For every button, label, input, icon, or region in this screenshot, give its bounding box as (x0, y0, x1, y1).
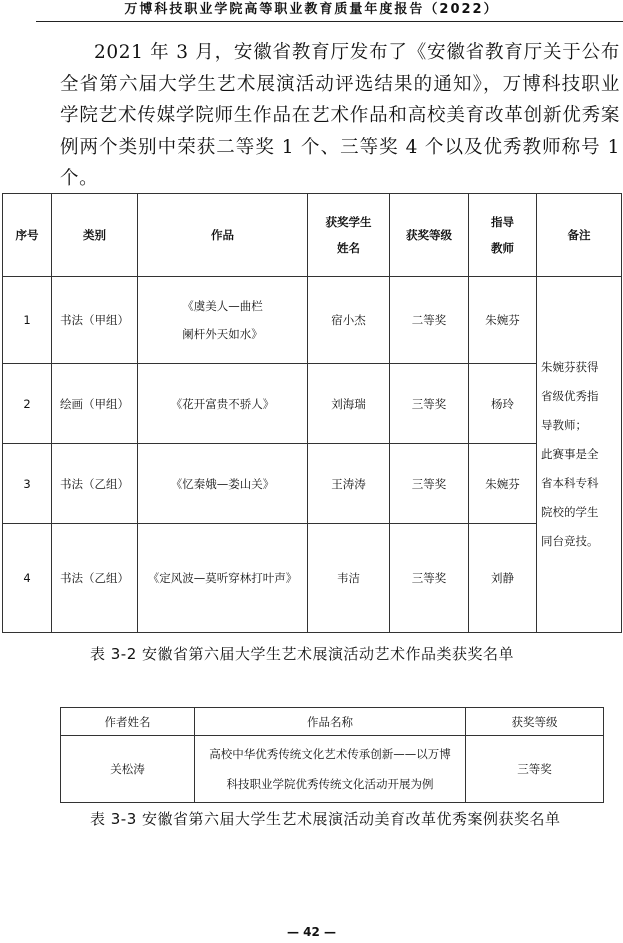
cell-student: 韦洁 (308, 524, 390, 633)
cell-teacher: 杨玲 (469, 364, 537, 444)
cell-teacher: 朱婉芬 (469, 444, 537, 524)
header-note: 备注 (537, 194, 622, 277)
note-line: 此赛事是全 (541, 447, 599, 461)
cell-work: 《定风波—莫听穿林打叶声》 (138, 524, 308, 633)
note-line: 同台竞技。 (541, 534, 599, 548)
header-category: 类别 (52, 194, 138, 277)
cell-work: 《花开富贵不骄人》 (138, 364, 308, 444)
cell-student: 刘海瑞 (308, 364, 390, 444)
cell-work: 《忆秦娥—娄山关》 (138, 444, 308, 524)
note-line: 省本科专科 (541, 476, 599, 490)
cell-level: 三等奖 (390, 524, 469, 633)
header-level: 获奖等级 (466, 708, 604, 736)
cell-index: 4 (3, 524, 52, 633)
cell-work-line2: 科技职业学院优秀传统文化活动开展为例 (226, 777, 434, 791)
cell-level: 三等奖 (466, 736, 604, 803)
cell-index: 3 (3, 444, 52, 524)
note-line: 导教师； (541, 418, 587, 432)
cell-teacher: 朱婉芬 (469, 277, 537, 364)
table-caption-3-2: 表 3-2 安徽省第六届大学生艺术展演活动艺术作品类获奖名单 (90, 645, 515, 663)
cell-category: 绘画（甲组） (52, 364, 138, 444)
header-work: 作品 (138, 194, 308, 277)
table-row (61, 736, 604, 803)
table-row (3, 444, 622, 524)
table-row (3, 364, 622, 444)
header-level: 获奖等级 (390, 194, 469, 277)
cell-note (537, 277, 622, 633)
table-row (3, 524, 622, 633)
cell-index: 2 (3, 364, 52, 444)
cell-level: 三等奖 (390, 364, 469, 444)
table-header-row (61, 708, 604, 736)
table-header-row (3, 194, 622, 277)
header-student (308, 194, 390, 277)
cell-level: 三等奖 (390, 444, 469, 524)
note-line: 朱婉芬获得 (541, 360, 599, 374)
header-work-name: 作品名称 (195, 708, 466, 736)
cell-category: 书法（甲组） (52, 277, 138, 364)
note-line: 院校的学生 (541, 505, 599, 519)
awards-table-reform-case (60, 707, 604, 803)
header-teacher-line2: 教师 (491, 241, 514, 255)
page-number: — 42 — (286, 925, 337, 939)
cell-teacher: 刘静 (469, 524, 537, 633)
cell-category: 书法（乙组） (52, 444, 138, 524)
cell-student: 宿小杰 (308, 277, 390, 364)
cell-author: 关松涛 (61, 736, 195, 803)
header-rule (36, 21, 623, 22)
table-row (3, 277, 622, 364)
cell-level: 二等奖 (390, 277, 469, 364)
header-student-line2: 姓名 (337, 241, 360, 255)
header-index: 序号 (3, 194, 52, 277)
header-student-line1: 获奖学生 (325, 215, 372, 229)
header-author: 作者姓名 (61, 708, 195, 736)
header-teacher-line1: 指导 (491, 215, 514, 229)
awards-table-art-works (2, 193, 622, 633)
header-teacher (469, 194, 537, 277)
body-paragraph: 2021 年 3 月，安徽省教育厅发布了《安徽省教育厅关于公布全省第六届大学生艺术展演活动评选结果的通知》，万博科技职业学院艺术传媒学院师生作品在艺术作品和高校美育改革创新优秀案例两个类别中荣获二等奖 1 个、三等奖 4 个以及优秀教师称号 1 个。 (60, 42, 620, 189)
cell-index: 1 (3, 277, 52, 364)
cell-student: 王涛涛 (308, 444, 390, 524)
running-header: 万博科技职业学院高等职业教育质量年度报告（2022） (124, 2, 499, 17)
note-line: 省级优秀指 (541, 389, 599, 403)
cell-work-line2: 阑杆外天如水》 (182, 327, 263, 341)
cell-work (138, 277, 308, 364)
cell-work-name (195, 736, 466, 803)
table-caption-3-3: 表 3-3 安徽省第六届大学生艺术展演活动美育改革优秀案例获奖名单 (90, 810, 561, 828)
cell-category: 书法（乙组） (52, 524, 138, 633)
cell-work-line1: 高校中华优秀传统文化艺术传承创新——以万博 (209, 747, 451, 761)
cell-work-line1: 《虞美人—曲栏 (182, 299, 263, 313)
